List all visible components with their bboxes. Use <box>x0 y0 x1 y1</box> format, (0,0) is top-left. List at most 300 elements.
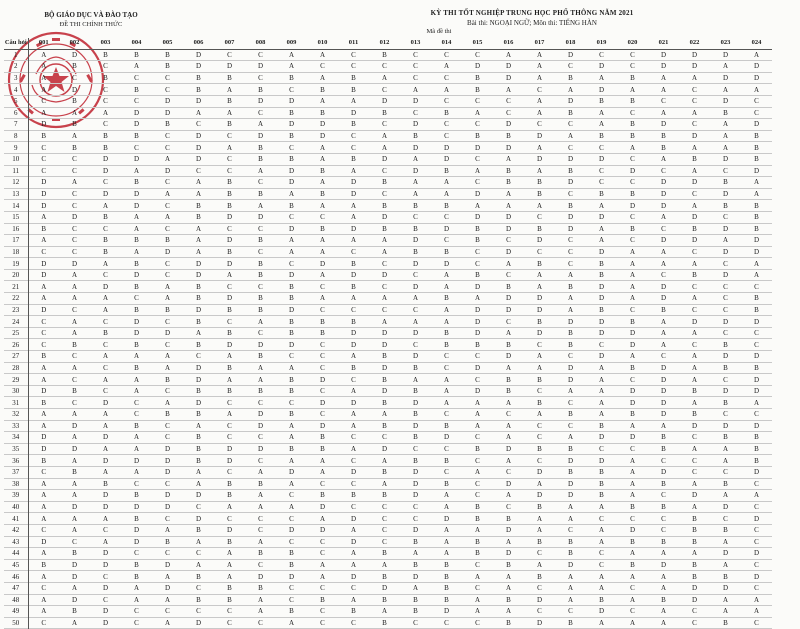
question-number: 4 <box>4 84 28 96</box>
table-row <box>4 478 772 490</box>
answer-cell: D <box>102 282 109 291</box>
answer-cell: B <box>41 132 47 141</box>
answer-cell: A <box>102 445 109 454</box>
exam-code-header: 007 <box>214 38 245 49</box>
answer-cell: B <box>661 433 666 442</box>
answer-cell: A <box>753 85 760 94</box>
answer-cell: B <box>289 155 294 164</box>
answer-cell: D <box>505 224 512 233</box>
answer-cell: D <box>71 572 78 581</box>
answer-cell: D <box>474 305 481 314</box>
answer-cell: C <box>258 247 263 256</box>
answer-cell: B <box>723 363 728 372</box>
answer-cell: C <box>227 421 232 430</box>
answer-cell: A <box>598 398 605 407</box>
answer-cell: A <box>41 363 47 372</box>
answer-cell: B <box>661 537 666 546</box>
answer-cell: C <box>320 305 325 314</box>
answer-cell: B <box>630 224 635 233</box>
answer-cell: A <box>443 526 450 535</box>
answer-cell: A <box>133 433 140 442</box>
answer-cell: B <box>568 329 573 338</box>
answer-cell: A <box>505 572 512 581</box>
answer-cell: D <box>164 584 171 593</box>
answer-cell: A <box>133 213 140 222</box>
answer-cell: C <box>103 62 108 71</box>
answer-cell: B <box>258 305 263 314</box>
answer-cell: C <box>444 618 449 627</box>
answer-cell: C <box>227 166 232 175</box>
answer-cell: B <box>754 132 759 141</box>
answer-cell: B <box>630 503 635 512</box>
answer-cell: C <box>661 526 666 535</box>
answer-cell: A <box>381 456 388 465</box>
answer-cell: B <box>382 108 387 117</box>
answer-cell: B <box>506 340 511 349</box>
answer-cell: C <box>320 607 325 616</box>
answer-cell: C <box>165 224 170 233</box>
answer-cell: C <box>41 526 47 535</box>
answer-cell: D <box>71 445 78 454</box>
answer-cell: C <box>444 410 449 419</box>
question-number: 41 <box>4 513 28 525</box>
answer-cell: C <box>754 479 759 488</box>
answer-cell: D <box>350 190 357 199</box>
answer-cell: C <box>227 514 232 523</box>
answer-cell: A <box>660 247 667 256</box>
answer-cell: B <box>320 108 325 117</box>
answer-cell: A <box>226 352 233 361</box>
answer-cell: C <box>630 445 635 454</box>
table-row <box>4 281 772 293</box>
table-row <box>4 235 772 247</box>
answer-cell: B <box>351 74 356 83</box>
answer-cell: C <box>165 132 170 141</box>
answer-cell: C <box>289 514 294 523</box>
answer-cell: C <box>723 305 728 314</box>
answer-cell: D <box>474 282 481 291</box>
answer-cell: A <box>319 271 326 280</box>
answer-cell: B <box>630 410 635 419</box>
answer-cell: D <box>102 398 109 407</box>
answer-cell: D <box>505 74 512 83</box>
answer-cell: B <box>630 363 635 372</box>
answer-cell: D <box>412 259 419 268</box>
answer-cell: B <box>227 584 232 593</box>
exam-title: KỲ THI TỐT NGHIỆP TRUNG HỌC PHỔ THÔNG NĂM 2021 <box>430 9 634 17</box>
answer-cell: D <box>660 282 667 291</box>
answer-cell: C <box>134 607 139 616</box>
table-row <box>4 582 772 594</box>
answer-cell: A <box>660 572 667 581</box>
answer-cell: A <box>660 85 667 94</box>
answer-cell: A <box>443 503 450 512</box>
answer-cell: B <box>351 120 356 129</box>
answer-cell: C <box>537 433 542 442</box>
answer-cell: B <box>196 526 201 535</box>
answer-cell: C <box>506 97 511 106</box>
answer-cell: C <box>630 584 635 593</box>
answer-cell: B <box>103 132 108 141</box>
answer-cell: B <box>444 108 449 117</box>
answer-cell: C <box>537 340 542 349</box>
answer-cell: B <box>444 294 449 303</box>
answer-table <box>4 38 772 629</box>
answer-cell: B <box>320 595 325 604</box>
answer-cell: C <box>475 259 480 268</box>
answer-cell: B <box>506 178 511 187</box>
answer-cell: D <box>41 271 47 280</box>
answer-cell: B <box>475 340 480 349</box>
answer-cell: B <box>165 62 170 71</box>
answer-cell: C <box>227 155 232 164</box>
answer-cell: C <box>165 178 170 187</box>
answer-cell: D <box>598 247 605 256</box>
answer-cell: B <box>351 282 356 291</box>
answer-cell: C <box>692 85 697 94</box>
answer-cell: D <box>319 259 326 268</box>
answer-cell: D <box>133 190 140 199</box>
answer-cell: B <box>382 572 387 581</box>
answer-cell: A <box>71 526 78 535</box>
answer-cell: A <box>536 97 543 106</box>
answer-cell: D <box>536 294 543 303</box>
table-row <box>4 258 772 270</box>
answer-cell: D <box>691 132 698 141</box>
answer-cell: B <box>320 491 325 500</box>
answer-cell: B <box>723 618 728 627</box>
answer-cell: A <box>629 549 636 558</box>
answer-cell: C <box>661 514 666 523</box>
answer-cell: B <box>661 479 666 488</box>
answer-cell: C <box>382 120 387 129</box>
answer-cell: C <box>754 584 759 593</box>
answer-cell: B <box>723 433 728 442</box>
answer-cell: D <box>350 514 357 523</box>
answer-cell: B <box>72 468 77 477</box>
table-row <box>4 524 772 536</box>
answer-cell: C <box>382 537 387 546</box>
answer-cell: C <box>568 236 573 245</box>
answer-cell: B <box>568 282 573 291</box>
answer-cell: B <box>41 224 47 233</box>
answer-cell: A <box>41 74 47 83</box>
answer-cell: C <box>444 120 449 129</box>
answer-cell: C <box>754 537 759 546</box>
answer-cell: A <box>567 572 574 581</box>
answer-cell: C <box>475 97 480 106</box>
answer-cell: B <box>413 387 418 396</box>
answer-cell: C <box>134 97 139 106</box>
answer-cell: A <box>164 352 171 361</box>
answer-cell: B <box>72 387 77 396</box>
answer-cell: C <box>599 143 604 152</box>
answer-cell: A <box>226 143 233 152</box>
answer-cell: A <box>505 85 512 94</box>
answer-cell: B <box>723 201 728 210</box>
exam-code-header: 016 <box>493 38 524 49</box>
answer-cell: B <box>754 363 759 372</box>
answer-cell: C <box>413 271 418 280</box>
answer-cell: D <box>195 97 202 106</box>
answer-cell: A <box>412 375 419 384</box>
answer-cell: D <box>164 247 171 256</box>
question-number: 30 <box>4 385 28 397</box>
answer-cell: D <box>350 178 357 187</box>
answer-cell: A <box>133 468 140 477</box>
answer-cell: B <box>227 537 232 546</box>
answer-cell: C <box>382 282 387 291</box>
answer-cell: A <box>536 282 543 291</box>
table-row <box>4 188 772 200</box>
answer-cell: B <box>165 410 170 419</box>
answer-cell: D <box>257 97 264 106</box>
answer-cell: A <box>629 491 636 500</box>
answer-cell: C <box>382 85 387 94</box>
answer-cell: B <box>661 143 666 152</box>
answer-cell: A <box>629 618 636 627</box>
answer-cell: A <box>598 108 605 117</box>
answer-cell: A <box>257 166 264 175</box>
answer-cell: A <box>629 468 636 477</box>
answer-cell: A <box>691 294 698 303</box>
answer-cell: B <box>475 74 480 83</box>
answer-cell: D <box>288 224 295 233</box>
answer-cell: C <box>258 74 263 83</box>
answer-cell: A <box>381 479 388 488</box>
answer-cell: D <box>536 155 543 164</box>
answer-cell: A <box>319 143 326 152</box>
answer-cell: D <box>226 340 233 349</box>
ministry-name: BỘ GIÁO DỤC VÀ ĐÀO TẠO <box>44 11 138 19</box>
exam-code-header: 012 <box>369 38 400 49</box>
answer-cell: C <box>258 433 263 442</box>
answer-cell: B <box>568 618 573 627</box>
answer-cell: B <box>537 503 542 512</box>
answer-cell: D <box>443 155 450 164</box>
table-row <box>4 177 772 189</box>
answer-cell: A <box>443 537 450 546</box>
answer-cell: A <box>443 317 450 326</box>
answer-cell: C <box>196 120 201 129</box>
answer-cell: C <box>103 85 108 94</box>
answer-cell: B <box>258 155 263 164</box>
table-row <box>4 466 772 478</box>
answer-cell: D <box>133 271 140 280</box>
answer-cell: A <box>505 398 512 407</box>
answer-cell: C <box>382 62 387 71</box>
answer-cell: C <box>661 166 666 175</box>
answer-cell: C <box>754 503 759 512</box>
answer-cell: B <box>258 85 263 94</box>
answer-cell: C <box>630 607 635 616</box>
answer-cell: B <box>599 468 604 477</box>
answer-cell: A <box>257 595 264 604</box>
answer-cell: D <box>412 479 419 488</box>
answer-cell: B <box>103 479 108 488</box>
answer-cell: A <box>567 305 574 314</box>
answer-cell: B <box>568 445 573 454</box>
answer-cell: D <box>753 352 760 361</box>
answer-cell: B <box>599 97 604 106</box>
answer-cell: D <box>722 224 729 233</box>
answer-cell: A <box>722 85 729 94</box>
answer-cell: D <box>412 421 419 430</box>
answer-cell: A <box>598 74 605 83</box>
answer-cell: B <box>568 537 573 546</box>
answer-cell: C <box>320 340 325 349</box>
answer-cell: D <box>195 62 202 71</box>
answer-cell: D <box>133 108 140 117</box>
answer-cell: A <box>41 572 47 581</box>
exam-code-header: 002 <box>59 38 90 49</box>
answer-cell: D <box>660 410 667 419</box>
answer-cell: D <box>474 329 481 338</box>
table-row <box>4 269 772 281</box>
answer-cell: B <box>630 97 635 106</box>
answer-cell: A <box>474 410 481 419</box>
answer-cell: D <box>598 294 605 303</box>
answer-cell: B <box>72 607 77 616</box>
answer-cell: D <box>443 433 450 442</box>
question-number: 27 <box>4 351 28 363</box>
answer-cell: D <box>257 213 264 222</box>
answer-cell: A <box>71 108 78 117</box>
answer-cell: A <box>257 375 264 384</box>
question-number: 13 <box>4 188 28 200</box>
answer-cell: D <box>195 132 202 141</box>
answer-cell: B <box>134 50 139 59</box>
answer-cell: A <box>598 503 605 512</box>
answer-cell: C <box>444 236 449 245</box>
answer-cell: D <box>226 236 233 245</box>
answer-cell: D <box>567 213 574 222</box>
answer-cell: A <box>319 468 326 477</box>
answer-cell: A <box>536 352 543 361</box>
answer-cell: A <box>505 456 512 465</box>
answer-cell: C <box>41 166 47 175</box>
answer-cell: D <box>412 236 419 245</box>
answer-cell: C <box>103 340 108 349</box>
answer-cell: A <box>722 62 729 71</box>
answer-cell: B <box>351 607 356 616</box>
question-number: 2 <box>4 61 28 73</box>
answer-cell: A <box>412 178 419 187</box>
answer-cell: D <box>691 317 698 326</box>
answer-cell: B <box>413 410 418 419</box>
answer-cell: D <box>443 259 450 268</box>
answer-cell: C <box>537 120 542 129</box>
answer-cell: C <box>661 97 666 106</box>
answer-cell: B <box>320 433 325 442</box>
answer-cell: D <box>567 155 574 164</box>
answer-cell: C <box>568 421 573 430</box>
answer-cell: D <box>195 398 202 407</box>
answer-cell: D <box>505 294 512 303</box>
answer-cell: B <box>444 201 449 210</box>
answer-cell: D <box>319 503 326 512</box>
answer-cell: B <box>723 526 728 535</box>
answer-cell: D <box>629 201 636 210</box>
answer-cell: D <box>164 166 171 175</box>
answer-cell: B <box>444 329 449 338</box>
answer-cell: A <box>567 271 574 280</box>
table-row <box>4 594 772 606</box>
answer-cell: A <box>195 108 202 117</box>
answer-cell: C <box>506 236 511 245</box>
answer-cell: A <box>722 537 729 546</box>
answer-cell: D <box>753 421 760 430</box>
answer-cell: D <box>41 387 47 396</box>
answer-cell: A <box>350 97 357 106</box>
answer-cell: C <box>165 85 170 94</box>
answer-cell: A <box>164 363 171 372</box>
answer-cell: B <box>754 445 759 454</box>
answer-cell: B <box>537 537 542 546</box>
answer-cell: C <box>754 561 759 570</box>
answer-cell: C <box>289 259 294 268</box>
answer-cell: A <box>288 421 295 430</box>
answer-cell: D <box>660 398 667 407</box>
table-row <box>4 501 772 513</box>
answer-cell: A <box>660 584 667 593</box>
answer-cell: A <box>629 352 636 361</box>
question-number: 42 <box>4 524 28 536</box>
answer-cell: D <box>381 445 388 454</box>
answer-cell: B <box>227 479 232 488</box>
answer-cell: A <box>598 201 605 210</box>
answer-cell: B <box>258 143 263 152</box>
answer-cell: C <box>289 537 294 546</box>
answer-cell: D <box>164 491 171 500</box>
answer-cell: B <box>599 271 604 280</box>
answer-cell: A <box>257 363 264 372</box>
answer-cell: D <box>412 468 419 477</box>
answer-cell: C <box>754 97 759 106</box>
answer-cell: D <box>195 50 202 59</box>
answer-cell: C <box>320 410 325 419</box>
answer-cell: C <box>444 132 449 141</box>
answer-cell: D <box>629 329 636 338</box>
answer-cell: A <box>443 282 450 291</box>
answer-cell: C <box>723 294 728 303</box>
answer-cell: D <box>505 62 512 71</box>
answer-cell: C <box>599 340 604 349</box>
answer-cell: A <box>722 595 729 604</box>
answer-cell: A <box>319 456 326 465</box>
answer-cell: C <box>506 317 511 326</box>
answer-cell: B <box>537 445 542 454</box>
answer-cell: D <box>505 305 512 314</box>
answer-cell: D <box>567 317 574 326</box>
answer-cell: D <box>412 526 419 535</box>
table-row <box>4 339 772 351</box>
answer-cell: A <box>102 421 109 430</box>
answer-cell: A <box>691 259 698 268</box>
answer-cell: C <box>723 259 728 268</box>
answer-cell: A <box>288 456 295 465</box>
answer-cell: B <box>382 618 387 627</box>
answer-cell: C <box>475 120 480 129</box>
answer-cell: C <box>475 352 480 361</box>
answer-cell: C <box>413 108 418 117</box>
answer-cell: D <box>753 468 760 477</box>
answer-cell: A <box>660 618 667 627</box>
answer-cell: C <box>134 294 139 303</box>
answer-cell: D <box>257 410 264 419</box>
exam-code-header: 023 <box>710 38 741 49</box>
answer-cell: D <box>753 74 760 83</box>
